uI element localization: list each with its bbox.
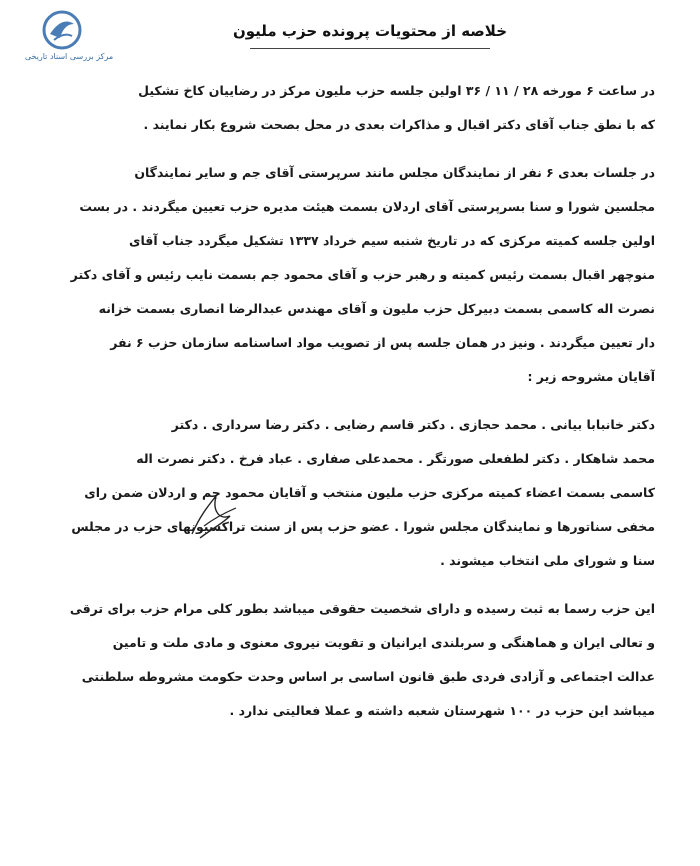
text-line: در جلسات بعدی ۶ نفر از نمایندگان مجلس مانند سرپرستی آقای جم و سایر نمایندگان [134, 165, 655, 180]
text-line: نصرت اله کاسمی بسمت دبیرکل حزب ملیون و آقای مهندس عبدالرضا انصاری بسمت خزانه [98, 301, 655, 316]
text-line: کاسمی بسمت اعضاء کمیته مرکزی حزب ملیون منتخب و آقایان محمود جم و اردلان ضمن رای [84, 485, 655, 500]
text-line: عدالت اجتماعی و آزادی فردی طبق قانون اساسی بر اساس وحدت حکومت مشروطه سلطنتی [81, 669, 655, 684]
text-line: سنا و شورای ملی انتخاب میشوند . [440, 553, 655, 568]
text-line: اولین جلسه کمیته مرکزی که در تاریخ شنبه سیم خرداد ۱۳۳۷ تشکیل میگردد جناب آقای [129, 233, 655, 248]
watermark [14, 8, 124, 70]
archive-logo-icon [42, 10, 82, 50]
text-line: مجلسین شورا و سنا بسرپرستی آقای اردلان بسمت هیئت مدیره حزب تعیین میگردند . در بست [79, 199, 655, 214]
title-underline [250, 48, 490, 49]
text-line: مخفی سناتورها و نمایندگان مجلس شورا . عضو حزب پس از سنت تراکسیونهای حزب در مجلس [71, 519, 655, 534]
handwritten-signature [186, 486, 246, 546]
watermark-text: مرکز بررسی اسناد تاریخی [24, 52, 114, 61]
text-line: این حزب رسما به ثبت رسیده و دارای شخصیت حقوقی میباشد بطور کلی مرام حزب برای ترقی [69, 601, 655, 616]
document-title: خلاصه از محتویات پرونده حزب ملیون [232, 22, 508, 40]
text-line: و تعالی ایران و هماهنگی و سربلندی ایرانیان و تقویت نیروی معنوی و مادی ملت و تامین [112, 635, 655, 650]
document-body [40, 74, 655, 728]
text-line: میباشد این حزب در ۱۰۰ شهرستان شعبه داشته و عملا فعالیتی ندارد . [229, 703, 655, 718]
text-line: دار تعیین میگردند . ونیز در همان جلسه پس از تصویب مواد اساسنامه سازمان حزب ۶ نفر [110, 335, 655, 350]
text-line: که با نطق جناب آقای دکتر اقبال و مذاکرات بعدی در محل بصحت شروع بکار نمایند . [143, 117, 655, 132]
text-line: دکتر خانبابا بیانی . محمد حجازی . دکتر قاسم رضایی . دکتر رضا سرداری . دکتر [171, 417, 655, 432]
text-line: آقایان مشروحه زیر : [527, 369, 655, 384]
text-line: در ساعت ۶ مورخه ۲۸ / ۱۱ / ۳۶ اولین جلسه حزب ملیون مرکز در رضاییان کاخ تشکیل [138, 83, 655, 98]
text-line: منوچهر اقبال بسمت رئیس کمیته و رهبر حزب و آقای محمود جم بسمت نایب رئیس و آقای دکتر [70, 267, 655, 282]
text-line: محمد شاهکار . دکتر لطفعلی صورتگر . محمدعلی صفاری . عباد فرخ . دکتر نصرت اله [136, 451, 655, 466]
